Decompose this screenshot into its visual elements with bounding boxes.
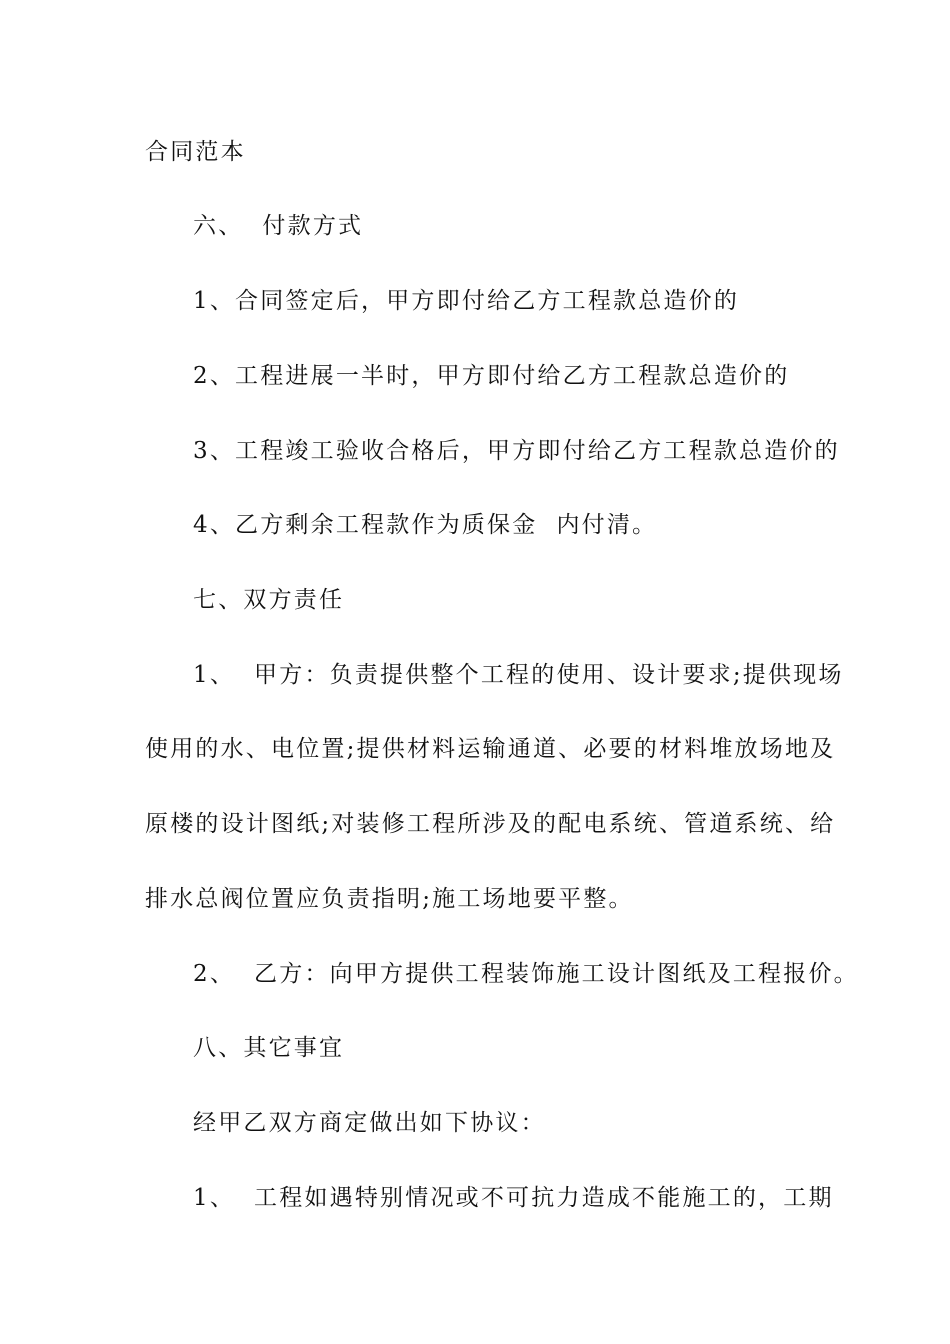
section-8-item-1: 1、 工程如遇特别情况或不可抗力造成不能施工的，工期 — [193, 1185, 834, 1211]
party-a-line-1: 1、 甲方：负责提供整个工程的使用、设计要求;提供现场 — [193, 662, 844, 688]
party-a-line-4: 排水总阀位置应负责指明;施工场地要平整。 — [145, 886, 634, 912]
section-6-item-1: 1、合同签定后，甲方即付给乙方工程款总造价的 — [193, 288, 740, 314]
party-b-line: 2、 乙方：向甲方提供工程装饰施工设计图纸及工程报价。 — [193, 961, 859, 987]
section-6-item-2: 2、工程进展一半时，甲方即付给乙方工程款总造价的 — [193, 363, 790, 389]
party-a-line-3: 原楼的设计图纸;对装修工程所涉及的配电系统、管道系统、给 — [145, 811, 836, 837]
party-a-line-2: 使用的水、电位置;提供材料运输通道、必要的材料堆放场地及 — [145, 736, 836, 762]
section-8-intro: 经甲乙双方商定做出如下协议： — [193, 1110, 546, 1136]
section-6-item-4: 4、乙方剩余工程款作为质保金 内付清。 — [193, 512, 658, 538]
section-8-heading: 八、其它事宜 — [193, 1035, 345, 1061]
document-header: 合同范本 — [145, 139, 246, 165]
section-7-heading: 七、双方责任 — [193, 587, 345, 613]
section-6-item-3: 3、工程竣工验收合格后，甲方即付给乙方工程款总造价的 — [193, 438, 840, 464]
section-6-heading: 六、 付款方式 — [193, 213, 364, 239]
